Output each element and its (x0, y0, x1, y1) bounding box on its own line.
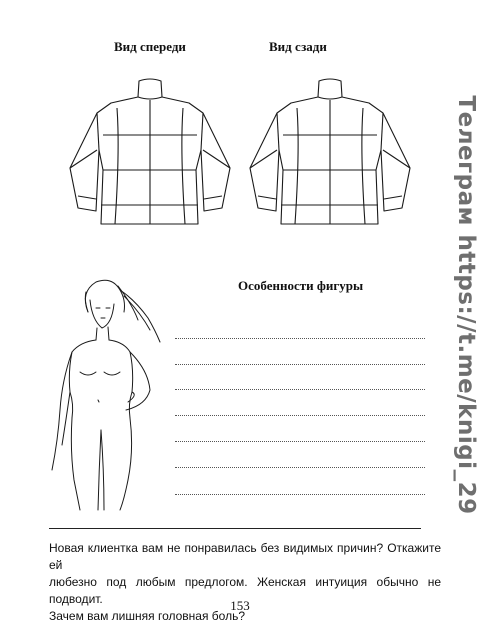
back-view-heading: Вид сзади (269, 39, 327, 54)
note-line[interactable] (175, 441, 425, 442)
advice-line: Новая клиентка вам не понравилась без видимых причин? Откажите ей (49, 541, 441, 572)
section-divider (49, 528, 421, 529)
note-line[interactable] (175, 364, 425, 365)
advice-line: Зачем вам лишняя головная боль? (49, 609, 246, 623)
note-line[interactable] (175, 494, 425, 495)
telegram-watermark: Телеграм https://t.me/knigi_29 (453, 95, 479, 515)
note-line[interactable] (175, 338, 425, 339)
note-line[interactable] (175, 415, 425, 416)
page-number: 153 (230, 598, 250, 613)
note-line[interactable] (175, 389, 425, 390)
note-line[interactable] (175, 467, 425, 468)
front-view-heading: Вид спереди (114, 39, 186, 54)
figure-features-heading: Особенности фигуры (238, 278, 364, 293)
advice-line: любезно под любым предлогом. Женская интуиция обычно не подводит. (49, 575, 441, 606)
